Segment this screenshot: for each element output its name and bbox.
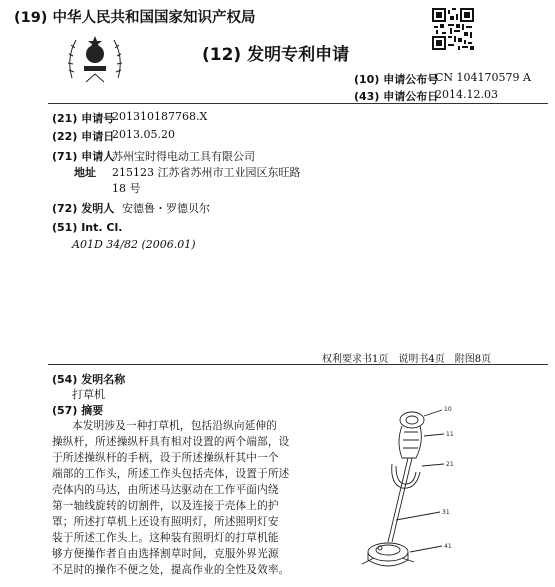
address-line-2: 18 号: [112, 182, 141, 195]
pub-no: CN 104170579 A: [435, 71, 531, 84]
pub-date-label: (43) 申请公布日: [354, 90, 439, 103]
trimmer-drawing: [358, 402, 456, 582]
address-label: 地址: [74, 166, 96, 179]
abstract-line: 够方便操作者自由选择割草时间，克服外界光源: [52, 548, 279, 560]
figure-label: 21: [446, 461, 454, 468]
figure-label: 31: [442, 509, 450, 516]
intcl: A01D 34/82 (2006.01): [72, 238, 196, 251]
address-line-1: 215123 江苏省苏州市工业园区东旺路: [112, 166, 301, 179]
abstract-line: 第一轴线旋转的切割件，以及连接于壳体上的护: [52, 500, 279, 512]
inventor-label: (72) 发明人: [52, 202, 115, 215]
abstract-line: 不足时的操作不便之处，提高作业的全性及效率。: [52, 564, 290, 576]
invention-title: 打草机: [72, 388, 105, 401]
document-type: (12) 发明专利申请: [202, 45, 350, 65]
intcl-label: (51) Int. Cl.: [52, 221, 123, 234]
abstract-line: 罩；所述打草机上还设有照明灯，所述照明灯安: [52, 516, 279, 528]
title-label: (54) 发明名称: [52, 373, 126, 386]
pub-date: 2014.12.03: [435, 88, 498, 101]
app-no: 201310187768.X: [112, 110, 208, 123]
emblem-icon: [60, 28, 130, 90]
filing-date: 2013.05.20: [112, 128, 175, 141]
figure-label: 41: [444, 543, 452, 550]
abstract-line: 壳体内的马达，由所述马达驱动在工作平面内绕: [52, 484, 279, 496]
abstract-line: 本发明涉及一种打草机，包括沿纵向延伸的: [72, 420, 278, 432]
abstract-line: 操纵杆，所述操纵杆具有相对设置的两个端部，设: [52, 436, 290, 448]
qr-code-icon: [432, 8, 474, 50]
section-rule: [48, 364, 548, 365]
abstract-label: (57) 摘要: [52, 404, 104, 417]
app-no-label: (21) 申请号: [52, 112, 115, 125]
abstract-line: 装于所述工作头上。这种装有照明灯的打草机能: [52, 532, 279, 544]
office-name: (19) 中华人民共和国国家知识产权局: [14, 10, 256, 26]
pub-no-label: (10) 申请公布号: [354, 73, 439, 86]
filing-date-label: (22) 申请日: [52, 130, 115, 143]
header-rule: [48, 103, 548, 104]
figure-label: 11: [446, 431, 454, 438]
applicant-label: (71) 申请人: [52, 150, 115, 163]
abstract-line: 于所述操纵杆的手柄，设于所述操纵杆其中一个: [52, 452, 279, 464]
figure-label: 10: [444, 406, 452, 413]
page-counts: 权利要求书1页 说明书4页 附图8页: [322, 354, 492, 365]
abstract-line: 端部的工作头，所述工作头包括壳体，设置于所述: [52, 468, 290, 480]
inventor: 安德鲁・罗德贝尔: [122, 202, 210, 215]
applicant: 苏州宝时得电动工具有限公司: [112, 150, 255, 163]
